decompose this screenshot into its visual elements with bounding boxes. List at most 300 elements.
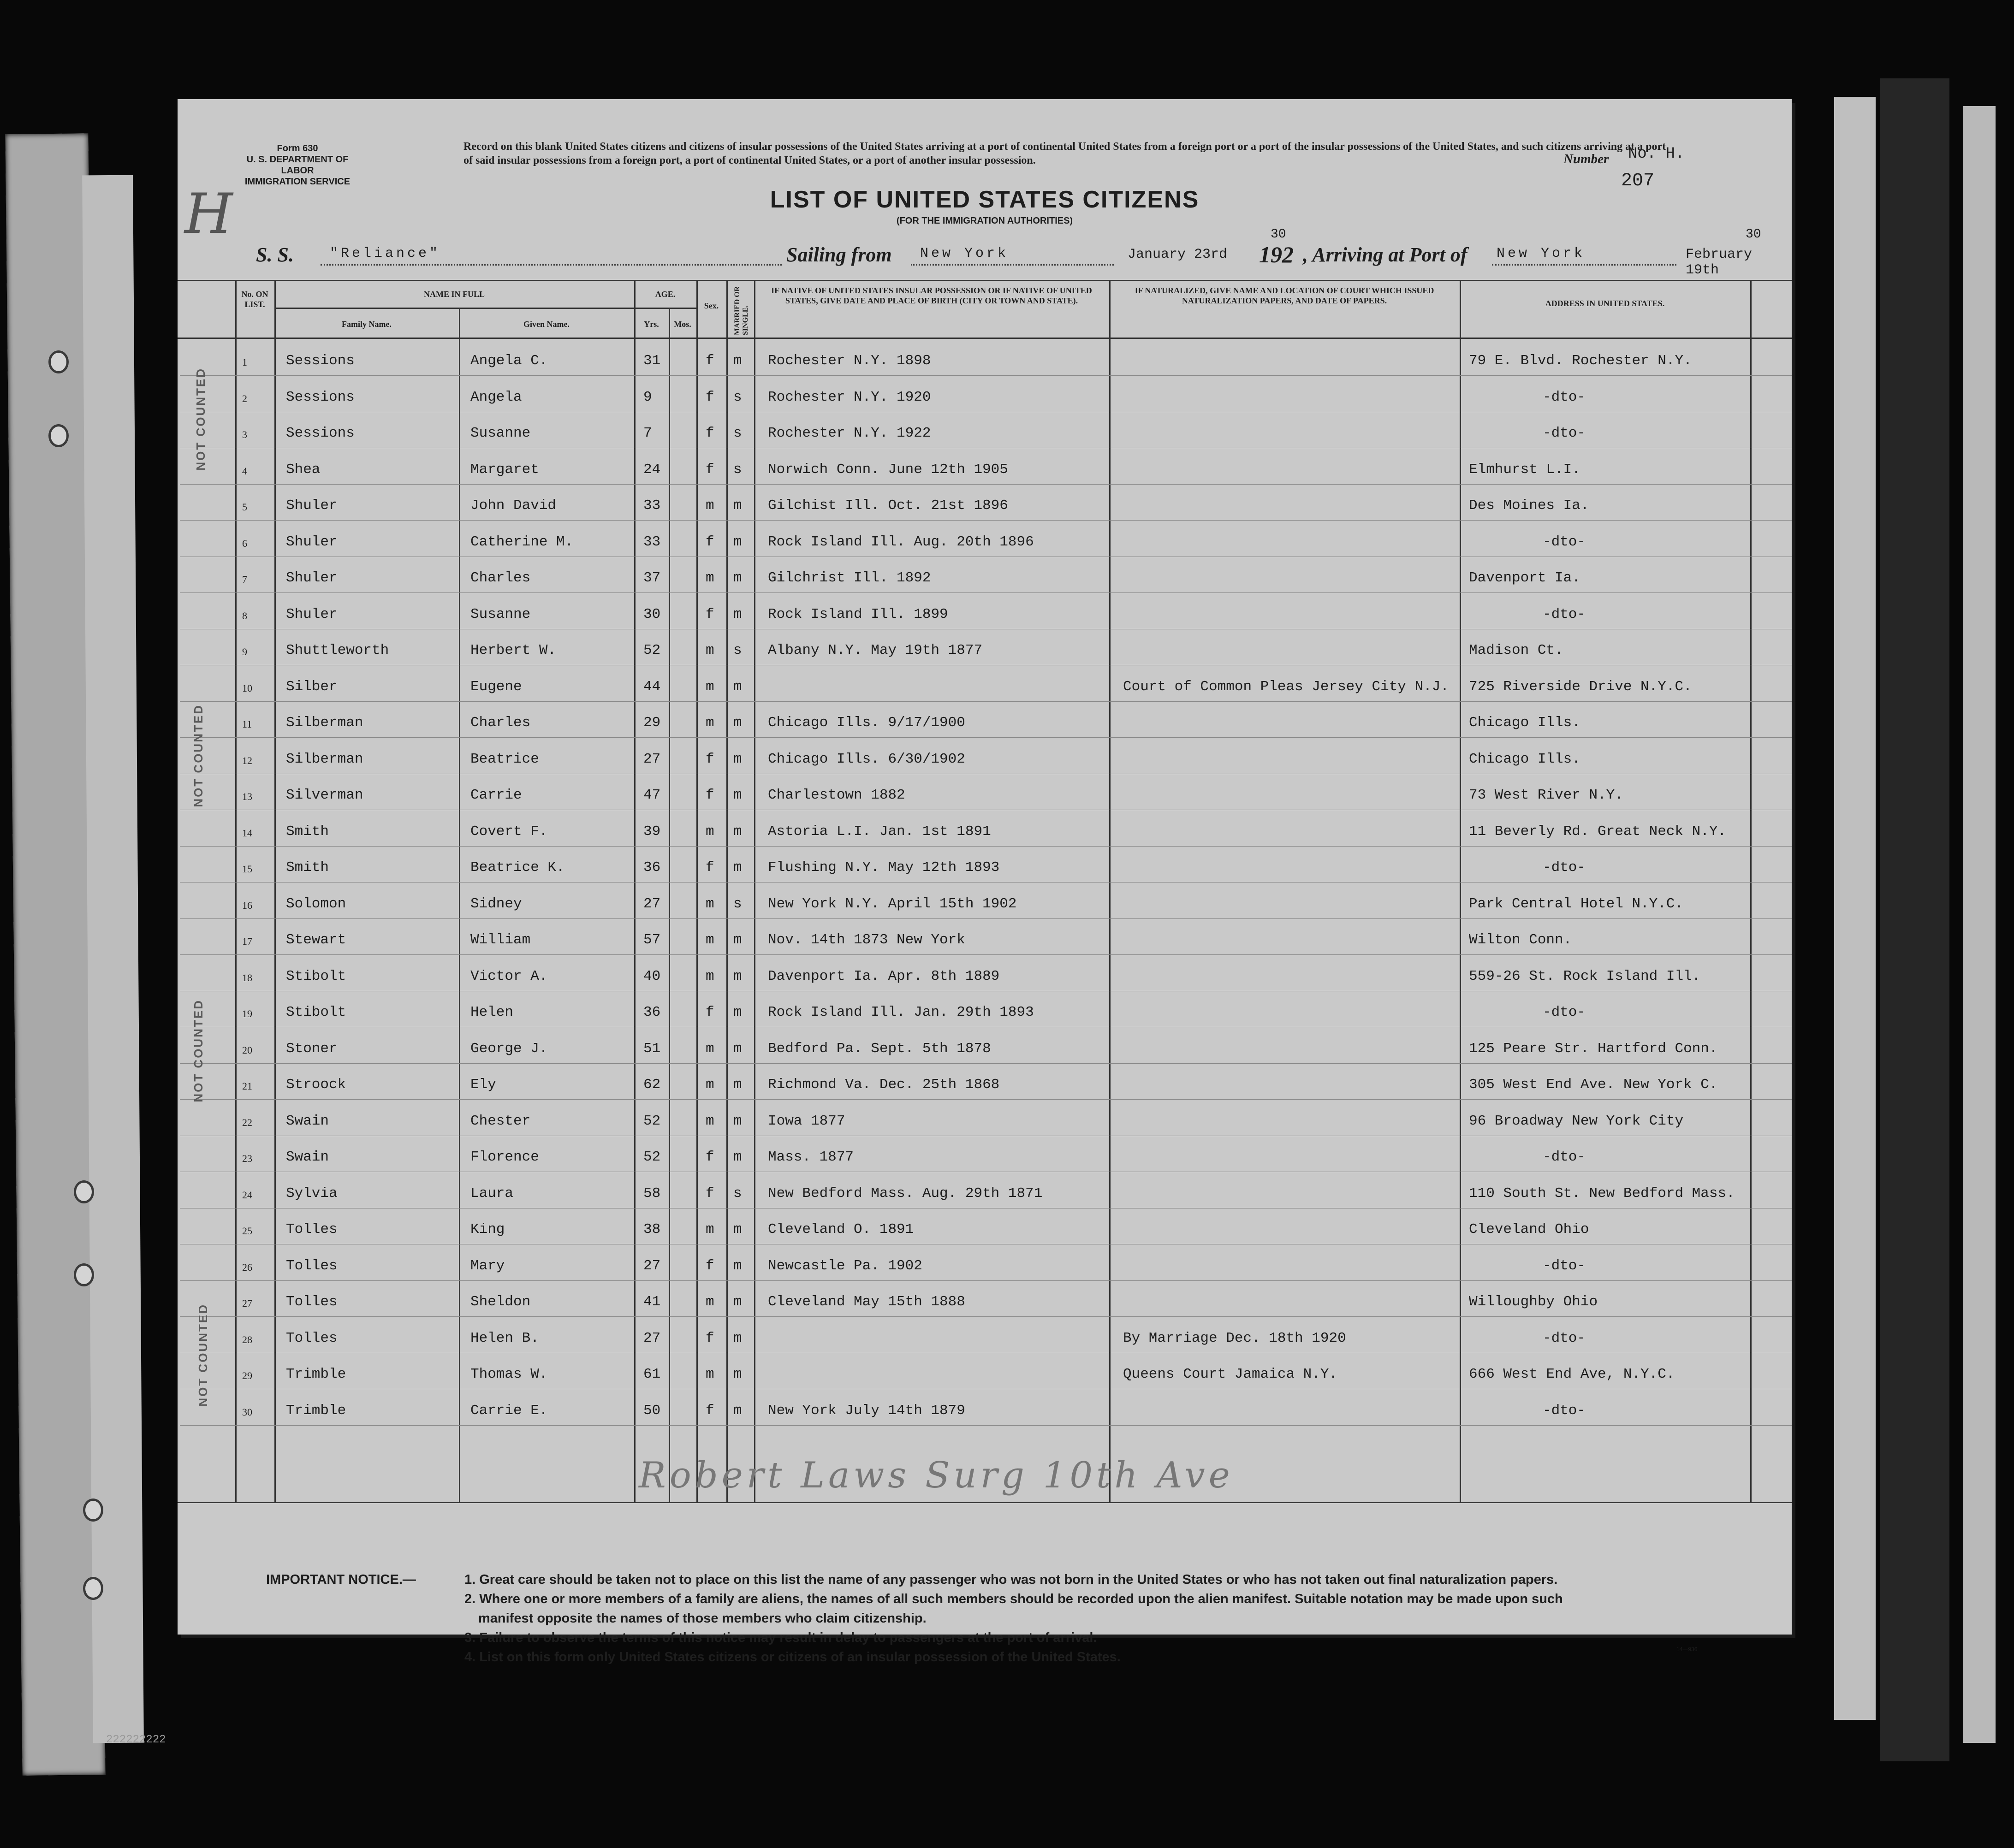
birth-info: Davenport Ia. Apr. 8th 1889 (768, 968, 1000, 984)
address: -dto- (1543, 1330, 1586, 1346)
marital-status: m (733, 570, 742, 586)
family-name: Sessions (286, 425, 355, 441)
family-name: Silberman (286, 715, 363, 731)
marital-status: m (733, 968, 742, 984)
ss-label: S. S. (256, 243, 294, 266)
age-years: 31 (643, 353, 661, 369)
age-years: 39 (643, 823, 661, 840)
table-row (178, 774, 1792, 810)
notice-items (464, 1570, 1779, 1667)
address: 666 West End Ave, N.Y.C. (1469, 1366, 1675, 1382)
not-counted-stamp: NOT COUNTED (191, 704, 205, 807)
row-number: 20 (242, 1044, 252, 1056)
family-name: Silber (286, 678, 338, 695)
marital-status: m (733, 859, 742, 876)
address: Chicago Ills. (1469, 715, 1580, 731)
footer-code: 14—936 (1676, 1646, 1698, 1653)
table-row (178, 340, 1792, 376)
birth-info: Cleveland May 15th 1888 (768, 1294, 965, 1310)
family-name: Stroock (286, 1077, 346, 1093)
family-name: Stewart (286, 932, 346, 948)
sex: m (706, 678, 714, 695)
marital-status: s (733, 1185, 742, 1202)
row-number: 15 (242, 863, 252, 875)
address: Chicago Ills. (1469, 751, 1580, 767)
age-years: 36 (643, 1004, 661, 1020)
background-strip (1834, 97, 1876, 1720)
table-row (178, 811, 1792, 847)
row-number: 7 (242, 574, 247, 585)
table-row (178, 485, 1792, 521)
family-name: Shea (286, 461, 321, 478)
given-name: Angela C. (470, 353, 548, 369)
header-no: No. ON LIST. (241, 290, 268, 309)
given-name: Ely (470, 1077, 496, 1093)
sex: f (706, 606, 714, 622)
given-name: Florence (470, 1149, 539, 1165)
age-years: 62 (643, 1077, 661, 1093)
given-name: Carrie E. (470, 1402, 548, 1419)
marital-status: m (733, 1113, 742, 1129)
row-number: 27 (242, 1297, 252, 1309)
family-name: Shuttleworth (286, 642, 389, 658)
naturalization-info: Court of Common Pleas Jersey City N.J. (1123, 678, 1449, 695)
row-number: 13 (242, 791, 252, 802)
punch-hole (48, 424, 69, 447)
marital-status: m (733, 823, 742, 840)
background-strip (1880, 78, 1949, 1761)
row-number: 29 (242, 1370, 252, 1381)
sex: m (706, 823, 714, 840)
address: 305 West End Ave. New York C. (1469, 1077, 1718, 1093)
family-name: Swain (286, 1113, 329, 1129)
ship-name: "Reliance" (330, 246, 441, 261)
table-row (178, 629, 1792, 665)
age-years: 52 (643, 1149, 661, 1165)
given-name: Catherine M. (470, 533, 574, 550)
header-subdivider (274, 308, 696, 309)
marital-status: m (733, 932, 742, 948)
family-name: Tolles (286, 1257, 338, 1274)
birth-info: Iowa 1877 (768, 1113, 845, 1129)
age-years: 52 (643, 1113, 661, 1129)
sailing-year: 192 (1259, 242, 1294, 267)
sex: m (706, 498, 714, 514)
birth-info: New York N.Y. April 15th 1902 (768, 895, 1017, 912)
marital-status: m (733, 1294, 742, 1310)
birth-info: Rock Island Ill. Jan. 29th 1893 (768, 1004, 1034, 1020)
header-yrs: Yrs. (644, 320, 659, 329)
birth-info: Astoria L.I. Jan. 1st 1891 (768, 823, 991, 840)
birth-info: Nov. 14th 1873 New York (768, 932, 965, 948)
row-number: 4 (242, 465, 247, 477)
sex: f (706, 1257, 714, 1274)
sex: m (706, 1113, 714, 1129)
sex: m (706, 1366, 714, 1382)
not-counted-stamp: NOT COUNTED (194, 367, 208, 471)
marital-status: s (733, 895, 742, 912)
background-strip (1963, 106, 1996, 1743)
given-name: Mary (470, 1257, 505, 1274)
family-name: Solomon (286, 895, 346, 912)
family-name: Tolles (286, 1221, 338, 1238)
birth-info: Newcastle Pa. 1902 (768, 1257, 922, 1274)
not-counted-stamp: NOT COUNTED (196, 1303, 210, 1407)
table-row (178, 521, 1792, 557)
age-years: 7 (643, 425, 652, 441)
family-name: Sylvia (286, 1185, 338, 1202)
notice-heading: IMPORTANT NOTICE.— (266, 1572, 416, 1587)
number-value: No. H. (1628, 145, 1685, 163)
sex: m (706, 1294, 714, 1310)
arriving-label: , Arriving at Port of (1303, 243, 1467, 266)
handwritten-number: 207 (1621, 171, 1655, 191)
age-years: 33 (643, 533, 661, 550)
header-naturalized: IF NATURALIZED, GIVE NAME AND LOCATION OF COURT WHICH ISSUED NATURALIZATION PAPERS, AND DATE OF PAPERS. (1135, 286, 1434, 305)
given-name: Sheldon (470, 1294, 531, 1310)
row-number: 22 (242, 1116, 252, 1128)
address: 110 South St. New Bedford Mass. (1469, 1185, 1735, 1202)
birth-info: Albany N.Y. May 19th 1877 (768, 642, 983, 658)
marital-status: m (733, 1257, 742, 1274)
birth-info: Norwich Conn. June 12th 1905 (768, 461, 1008, 478)
sex: m (706, 570, 714, 586)
marital-status: m (733, 1402, 742, 1419)
passenger-table (178, 280, 1792, 1511)
sex: f (706, 1004, 714, 1020)
address: -dto- (1543, 533, 1586, 550)
dotted-line (911, 264, 1114, 266)
table-row (178, 919, 1792, 955)
row-number: 14 (242, 827, 252, 839)
marital-status: m (733, 606, 742, 622)
row-number: 2 (242, 392, 247, 404)
family-name: Tolles (286, 1294, 338, 1310)
sex: m (706, 642, 714, 658)
age-years: 44 (643, 678, 661, 695)
family-name: Sessions (286, 389, 355, 405)
family-name: Shuler (286, 570, 338, 586)
age-years: 57 (643, 932, 661, 948)
table-row (178, 883, 1792, 919)
notice-item: 3. Failure to observe the terms of this notice may result in delay to passengers at the port of arrival. (464, 1630, 1097, 1645)
table-row (178, 1064, 1792, 1100)
form-identifier (244, 143, 351, 187)
given-name: Victor A. (470, 968, 548, 984)
given-name: John David (470, 498, 557, 514)
age-years: 50 (643, 1402, 661, 1419)
marital-status: m (733, 1366, 742, 1382)
table-row (178, 1245, 1792, 1281)
service: IMMIGRATION SERVICE (244, 177, 351, 187)
punch-hole (48, 350, 69, 373)
arriving-year-hand: 30 (1746, 227, 1761, 242)
instructions-text: Record on this blank United States citizens and citizens of insular possessions of the United States arriving at a port of continental United States from a foreign port or a port of the insular possessions of the United States, and such citizens arriving at a port of said insular possessions from a foreign port, a port of continental United States, or a port of another insular possession. (463, 141, 1666, 166)
given-name: Laura (470, 1185, 514, 1202)
sex: f (706, 533, 714, 550)
address: -dto- (1543, 859, 1586, 876)
number-label: Number (1563, 152, 1609, 166)
given-name: Chester (470, 1113, 531, 1129)
birth-info: New York July 14th 1879 (768, 1402, 965, 1419)
given-name: George J. (470, 1040, 548, 1057)
punch-hole (74, 1180, 94, 1203)
age-years: 58 (643, 1185, 661, 1202)
sailing-from: New York (920, 246, 1009, 261)
header-married: MARRIED OR SINGLE. (733, 286, 749, 335)
header-mos: Mos. (674, 320, 691, 329)
age-years: 27 (643, 751, 661, 767)
marital-status: s (733, 389, 742, 405)
age-years: 33 (643, 498, 661, 514)
address: 96 Broadway New York City (1469, 1113, 1684, 1129)
table-row (178, 1173, 1792, 1208)
given-name: Thomas W. (470, 1366, 548, 1382)
row-number: 5 (242, 501, 247, 513)
age-years: 41 (643, 1294, 661, 1310)
table-row (178, 991, 1792, 1027)
table-border (178, 280, 1792, 281)
row-number: 17 (242, 936, 252, 947)
handwritten-signature: Robert Laws Surg 10th Ave (639, 1455, 1234, 1496)
sex: f (706, 461, 714, 478)
sex: m (706, 715, 714, 731)
notice-item: 2. Where one or more members of a family are aliens, the names of all such members should be recorded upon the alien manifest. Suitable notation may be made upon such (464, 1592, 1563, 1606)
row-number: 8 (242, 610, 247, 622)
table-row (178, 593, 1792, 629)
notice-item: 4. List on this form only United States citizens or citizens of an insular possession of the United States. (464, 1650, 1121, 1664)
bottom-stamp: 222222222 (106, 1734, 166, 1746)
sex: f (706, 1185, 714, 1202)
arriving-port: New York (1497, 246, 1586, 261)
family-name: Stibolt (286, 1004, 346, 1020)
age-years: 29 (643, 715, 661, 731)
table-row (178, 738, 1792, 774)
table-row (178, 412, 1792, 448)
row-number: 16 (242, 899, 252, 911)
sex: f (706, 1402, 714, 1419)
sex: f (706, 859, 714, 876)
table-row (178, 1317, 1792, 1353)
given-name: Helen B. (470, 1330, 539, 1346)
punch-hole (83, 1577, 103, 1600)
row-rule (180, 1425, 1792, 1426)
not-counted-stamp: NOT COUNTED (191, 999, 205, 1102)
sex: m (706, 932, 714, 948)
age-years: 36 (643, 859, 661, 876)
row-number: 6 (242, 537, 247, 549)
given-name: Susanne (470, 606, 531, 622)
age-years: 52 (643, 642, 661, 658)
marital-status: m (733, 533, 742, 550)
birth-info: New Bedford Mass. Aug. 29th 1871 (768, 1185, 1043, 1202)
marital-status: m (733, 1040, 742, 1057)
row-number: 25 (242, 1225, 252, 1237)
row-number: 18 (242, 971, 252, 983)
family-name: Silverman (286, 787, 363, 803)
punch-hole (74, 1263, 94, 1286)
table-row (178, 1353, 1792, 1389)
header-birth: IF NATIVE OF UNITED STATES INSULAR POSSESSION OR IF NATIVE OF UNITED STATES, GIVE DATE AND PLACE OF BIRTH (CITY OR TOWN AND STATE). (771, 286, 1092, 305)
birth-info: Rock Island Ill. Aug. 20th 1896 (768, 533, 1034, 550)
marital-status: m (733, 1330, 742, 1346)
row-number: 19 (242, 1008, 252, 1019)
row-number: 24 (242, 1189, 252, 1201)
family-name: Trimble (286, 1402, 346, 1419)
given-name: King (470, 1221, 505, 1238)
given-name: Carrie (470, 787, 522, 803)
birth-info: Mass. 1877 (768, 1149, 854, 1165)
age-years: 38 (643, 1221, 661, 1238)
birth-info: Rock Island Ill. 1899 (768, 606, 948, 622)
row-number: 28 (242, 1333, 252, 1345)
birth-info: Rochester N.Y. 1920 (768, 389, 931, 405)
header-name: NAME IN FULL (423, 290, 485, 299)
address: 725 Riverside Drive N.Y.C. (1469, 678, 1692, 695)
hand-mark: H (184, 182, 233, 246)
naturalization-info: Queens Court Jamaica N.Y. (1123, 1366, 1338, 1382)
address: Elmhurst L.I. (1469, 461, 1580, 478)
marital-status: m (733, 787, 742, 803)
family-name: Sessions (286, 353, 355, 369)
row-number: 11 (242, 718, 252, 730)
birth-info: Cleveland O. 1891 (768, 1221, 914, 1238)
form-number: Form 630 (277, 143, 318, 154)
age-years: 40 (643, 968, 661, 984)
age-years: 61 (643, 1366, 661, 1382)
age-years: 51 (643, 1040, 661, 1057)
sex: f (706, 787, 714, 803)
sex: m (706, 1077, 714, 1093)
given-name: Eugene (470, 678, 522, 695)
manifest-page (178, 99, 1792, 1664)
family-name: Smith (286, 859, 329, 876)
family-name: Trimble (286, 1366, 346, 1382)
voyage-line (256, 227, 1778, 278)
address: Park Central Hotel N.Y.C. (1469, 895, 1684, 912)
header-divider (178, 338, 1792, 339)
marital-status: s (733, 461, 742, 478)
punch-hole (83, 1499, 103, 1522)
given-name: William (470, 932, 531, 948)
marital-status: m (733, 1149, 742, 1165)
age-years: 47 (643, 787, 661, 803)
row-number: 21 (242, 1080, 252, 1092)
table-row (178, 955, 1792, 991)
address: -dto- (1543, 425, 1586, 441)
table-row (178, 557, 1792, 593)
table-row (178, 847, 1792, 883)
table-row (178, 1100, 1792, 1136)
address: 559-26 St. Rock Island Ill. (1469, 968, 1701, 984)
age-years: 27 (643, 1257, 661, 1274)
address: 73 West River N.Y. (1469, 787, 1623, 803)
header-given: Given Name. (523, 320, 570, 329)
row-number: 26 (242, 1261, 252, 1273)
table-row (178, 1028, 1792, 1064)
sex: f (706, 353, 714, 369)
birth-info: Gilchist Ill. Oct. 21st 1896 (768, 498, 1008, 514)
given-name: Covert F. (470, 823, 548, 840)
birth-info: Gilchrist Ill. 1892 (768, 570, 931, 586)
row-number: 9 (242, 646, 247, 657)
sex: f (706, 389, 714, 405)
row-number: 3 (242, 429, 247, 440)
table-row (178, 1390, 1792, 1426)
address: Des Moines Ia. (1469, 498, 1589, 514)
table-bottom (178, 1502, 1792, 1503)
header-sex: Sex. (704, 301, 719, 310)
given-name: Charles (470, 570, 531, 586)
header-family: Family Name. (342, 320, 392, 329)
address: 11 Beverly Rd. Great Neck N.Y. (1469, 823, 1727, 840)
table-row (178, 449, 1792, 485)
table-row (178, 1136, 1792, 1172)
address: -dto- (1543, 1149, 1586, 1165)
page-subtitle: (FOR THE IMMIGRATION AUTHORITIES) (896, 216, 1073, 226)
dotted-line (321, 264, 782, 266)
family-name: Shuler (286, 498, 338, 514)
family-name: Tolles (286, 1330, 338, 1346)
given-name: Charles (470, 715, 531, 731)
birth-info: Chicago Ills. 9/17/1900 (768, 715, 965, 731)
row-number: 30 (242, 1406, 252, 1418)
marital-status: m (733, 715, 742, 731)
address: Willoughby Ohio (1469, 1294, 1598, 1310)
birth-info: Flushing N.Y. May 12th 1893 (768, 859, 1000, 876)
department: U. S. DEPARTMENT OF LABOR (246, 154, 349, 176)
age-years: 24 (643, 461, 661, 478)
marital-status: m (733, 1221, 742, 1238)
sex: m (706, 968, 714, 984)
sex: m (706, 895, 714, 912)
sailing-label: Sailing from (786, 243, 892, 266)
family-name: Smith (286, 823, 329, 840)
table-row (178, 666, 1792, 702)
age-years: 30 (643, 606, 661, 622)
address: Wilton Conn. (1469, 932, 1572, 948)
address: 125 Peare Str. Hartford Conn. (1469, 1040, 1718, 1057)
row-number: 23 (242, 1153, 252, 1164)
marital-status: s (733, 642, 742, 658)
row-number: 12 (242, 754, 252, 766)
birth-info: Charlestown 1882 (768, 787, 905, 803)
address: Cleveland Ohio (1469, 1221, 1589, 1238)
family-name: Shuler (286, 606, 338, 622)
address: Davenport Ia. (1469, 570, 1580, 586)
naturalization-info: By Marriage Dec. 18th 1920 (1123, 1330, 1346, 1346)
address: 79 E. Blvd. Rochester N.Y. (1469, 353, 1692, 369)
row-number: 10 (242, 682, 252, 694)
birth-info: Rochester N.Y. 1922 (768, 425, 931, 441)
given-name: Angela (470, 389, 522, 405)
arriving-date: February 19th (1686, 247, 1753, 278)
family-name: Silberman (286, 751, 363, 767)
family-name: Swain (286, 1149, 329, 1165)
table-row (178, 1208, 1792, 1244)
row-number: 1 (242, 356, 247, 368)
birth-info: Chicago Ills. 6/30/1902 (768, 751, 965, 767)
marital-status: m (733, 1004, 742, 1020)
address: Madison Ct. (1469, 642, 1563, 658)
marital-status: s (733, 425, 742, 441)
sex: f (706, 751, 714, 767)
given-name: Helen (470, 1004, 514, 1020)
birth-info: Rochester N.Y. 1898 (768, 353, 931, 369)
age-years: 9 (643, 389, 652, 405)
age-years: 27 (643, 1330, 661, 1346)
sex: m (706, 1221, 714, 1238)
